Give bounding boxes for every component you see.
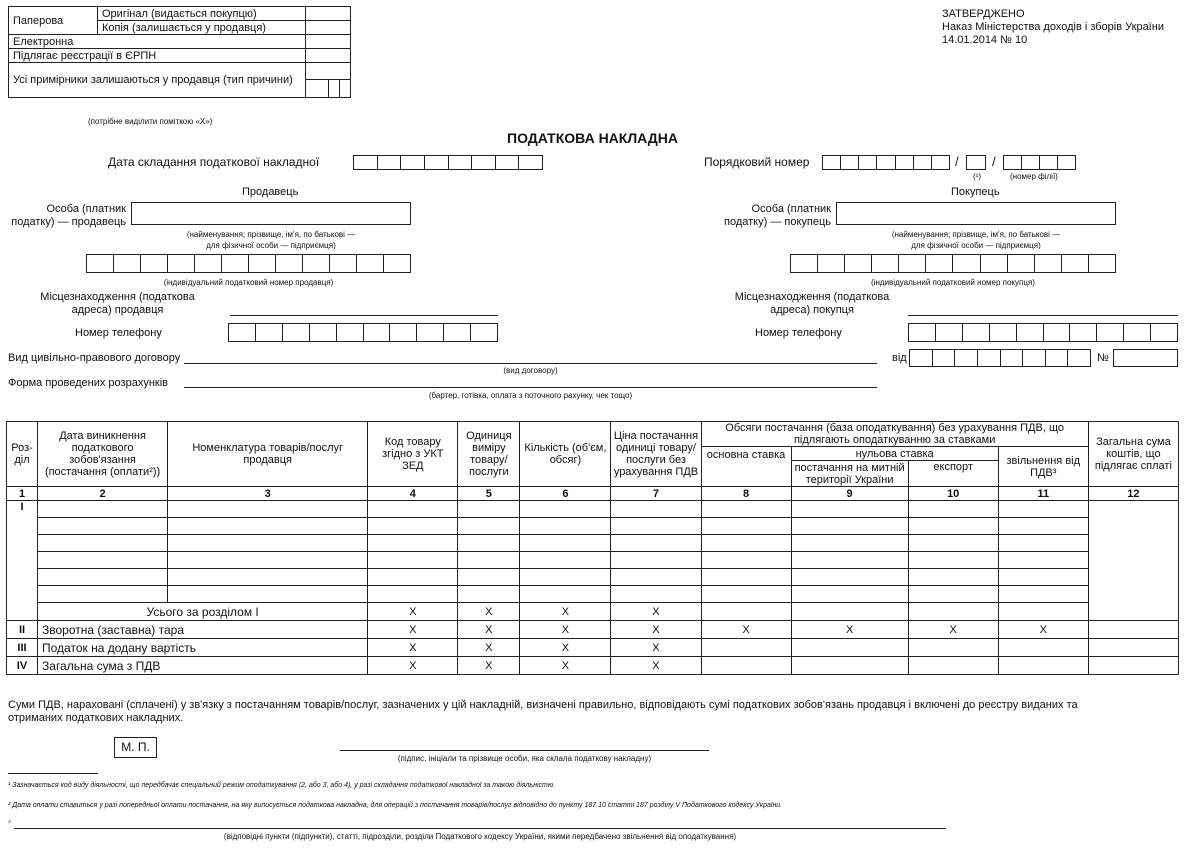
header-export: експорт	[908, 461, 998, 487]
contract-date-cells[interactable]	[909, 349, 1091, 367]
section-I-total-label: Усього за розділом I	[38, 603, 368, 621]
header-date: Дата виникнення податкового зобов'язання (постачання (оплати²))	[38, 422, 168, 487]
serial-label: Порядковий номер	[704, 155, 810, 169]
invoice-type-table	[8, 6, 351, 98]
buyer-name-note-line1: (найменування; прізвище, ім'я, по батькові —	[891, 230, 1061, 239]
serial-slash-1: /	[955, 154, 959, 169]
serial-slash-2: /	[992, 154, 996, 169]
section-IV-title: Загальна сума з ПДВ	[38, 657, 368, 675]
column-number: 12	[1088, 487, 1178, 501]
section-I-label: I	[7, 501, 38, 621]
table-row[interactable]	[7, 518, 1179, 535]
buyer-phone-label: Номер телефону	[755, 327, 842, 339]
seller-name-note	[131, 229, 411, 251]
type-all-copies: Усі примірники залишаються у продавця (тип причини)	[9, 63, 306, 98]
buyer-name-note	[836, 229, 1116, 251]
section-I-total-row[interactable]	[7, 603, 1179, 621]
section-IV-row[interactable]	[7, 657, 1179, 675]
buyer-address-line[interactable]	[908, 315, 1178, 316]
footnote-divider	[8, 773, 98, 774]
x-mark: X	[368, 639, 458, 657]
column-numbers-row	[7, 487, 1179, 501]
header-code: Код товару згідно з УКТ ЗЕД	[368, 422, 458, 487]
seller-name-note-line2: для фізичної особи — підприємця)	[206, 241, 336, 250]
column-number: 10	[908, 487, 998, 501]
table-row[interactable]	[7, 552, 1179, 569]
column-number: 6	[520, 487, 611, 501]
seller-address-line[interactable]	[230, 315, 498, 316]
buyer-ipn-cells[interactable]	[790, 254, 1116, 273]
type-electronic: Електронна	[9, 35, 306, 49]
column-number: 11	[998, 487, 1088, 501]
header-volume: Обсяги постачання (база оподаткування) без урахування ПДВ, що підлягають оподаткуванню за ставками	[701, 422, 1088, 447]
table-row[interactable]	[7, 501, 1179, 518]
footnote-2: ² Дата оплати ставиться у разі попередньої оплати постачання, на яку виписується податкова накладна, для операцій з постачання товарів/послуг відповідно до пункту 187.10 статті 187 розділу V Податкового кодексу України.	[8, 802, 783, 809]
column-number: 3	[168, 487, 368, 501]
seller-phone-label: Номер телефону	[75, 327, 162, 339]
reason-code-cells[interactable]	[328, 80, 350, 97]
seller-address-label: Місцезнаходження (податкова адреса) продавця	[40, 291, 195, 316]
buyer-ipn-note: (індивідуальний податковий номер покупця)	[871, 278, 1035, 287]
buyer-heading: Покупець	[951, 186, 1000, 198]
x-mark: X	[458, 603, 520, 621]
header-section: Роз-діл	[7, 422, 38, 487]
header-basic-rate: основна ставка	[701, 447, 791, 487]
x-mark: X	[520, 657, 611, 675]
x-mark: X	[611, 603, 701, 621]
type-register: Підлягає реєстрації в ЄРПН	[9, 49, 306, 63]
header-zero-rate: нульова ставка	[791, 447, 998, 461]
section-II-title: Зворотна (заставна) тара	[38, 621, 368, 639]
branch-number-cells[interactable]	[1003, 155, 1076, 170]
footnote-3-mark: ³	[8, 820, 11, 827]
date-label: Дата складання податкової накладної	[108, 155, 320, 169]
section-II-row[interactable]	[7, 621, 1179, 639]
serial-number-cells[interactable]	[822, 155, 950, 170]
header-price: Ціна постачання одиниці товару/ послуги без урахування ПДВ	[611, 422, 701, 487]
footnote-3-note: (відповідні пункти (підпункти), статті, підрозділи, розділи Податкового кодексу України, якими передбачено звільнення від оподаткування)	[223, 832, 737, 841]
serial-note-2: (номер філії)	[1010, 172, 1058, 181]
buyer-name-field[interactable]	[836, 202, 1116, 225]
seller-phone-cells[interactable]	[228, 323, 498, 342]
signature-note: (підпис, ініціали та прізвище особи, яка склала податкову накладну)	[397, 754, 652, 763]
goods-table	[6, 421, 1179, 675]
original-checkbox[interactable]	[306, 7, 351, 21]
contract-number-field[interactable]	[1113, 349, 1178, 367]
x-mark: X	[611, 639, 701, 657]
header-exempt: звільнення від ПДВ³	[998, 447, 1088, 487]
header-customs: постачання на митній території України	[791, 461, 908, 487]
x-mark: X	[520, 603, 611, 621]
approved-line3: 14.01.2014 № 10	[942, 34, 1028, 46]
section-III-title: Податок на додану вартість	[38, 639, 368, 657]
table-row[interactable]	[7, 569, 1179, 586]
contract-no-label: №	[1097, 352, 1109, 364]
x-mark: X	[998, 621, 1088, 639]
approved-block	[942, 8, 1164, 47]
register-checkbox[interactable]	[306, 49, 351, 63]
payment-label: Форма проведених розрахунків	[8, 377, 168, 389]
buyer-person-label: Особа (платник податку) — покупець	[724, 203, 831, 228]
footnote-3-line[interactable]	[14, 828, 946, 829]
x-mark: X	[520, 621, 611, 639]
buyer-name-note-line2: для фізичної особи — підприємця)	[911, 241, 1041, 250]
statement-text: Суми ПДВ, нараховані (сплачені) у зв'язку з постачанням товарів/послуг, зазначених у цій накладній, визначені правильно, відповідають сумі податкових зобов'язань продавця і включені до реєстру виданих та отриманих податкових накладних.	[8, 699, 1078, 724]
contract-from-label: від	[892, 352, 907, 364]
header-unit: Одиниця виміру товару/ послуги	[458, 422, 520, 487]
activity-code-cell[interactable]	[966, 155, 986, 170]
seller-heading: Продавець	[242, 186, 299, 198]
seller-ipn-cells[interactable]	[86, 254, 411, 273]
column-number: 7	[611, 487, 701, 501]
stamp-box: М. П.	[114, 737, 157, 758]
total-column-section-I[interactable]	[1088, 501, 1178, 621]
header-quantity: Кількість (об'єм, обсяг)	[520, 422, 611, 487]
serial-note-1: (¹)	[973, 172, 981, 181]
x-mark: X	[368, 603, 458, 621]
x-mark: X	[520, 639, 611, 657]
table-row[interactable]	[7, 535, 1179, 552]
column-number: 8	[701, 487, 791, 501]
seller-name-field[interactable]	[131, 202, 411, 225]
x-mark: X	[701, 621, 791, 639]
type-paper: Паперова	[9, 7, 98, 35]
column-number: 1	[7, 487, 38, 501]
footnote-1: ¹ Зазначається код виду діяльності, що передбачає спеціальний режим оподаткування (2, або 3, або 4), у разі складання податкової накладної за такою діяльністю.	[8, 782, 556, 789]
x-mark: X	[458, 639, 520, 657]
contract-note: (вид договору)	[503, 366, 558, 375]
payment-note: (бартер, готівка, оплата з поточного рахунку, чек тощо)	[428, 391, 633, 400]
x-mark: X	[458, 621, 520, 639]
x-mark: X	[368, 621, 458, 639]
buyer-address-label: Місцезнаходження (податкова адреса) покупця	[734, 291, 890, 316]
x-mark: X	[611, 621, 701, 639]
header-total: Загальна сума коштів, що підлягає сплаті	[1088, 422, 1178, 487]
seller-name-note-line1: (найменування; прізвище, ім'я, по батькові —	[186, 230, 356, 239]
type-copy: Копія (залишається у продавця)	[98, 21, 306, 35]
x-mark: X	[458, 657, 520, 675]
electronic-checkbox[interactable]	[306, 35, 351, 49]
payment-form-line[interactable]	[184, 387, 877, 388]
x-mark: X	[611, 657, 701, 675]
x-mark: X	[368, 657, 458, 675]
type-original: Оригінал (видається покупцю)	[98, 7, 306, 21]
section-III-label: III	[7, 639, 38, 657]
table-row[interactable]	[7, 586, 1179, 603]
seller-ipn-note: (індивідуальний податковий номер продавця)	[163, 278, 334, 287]
column-number: 4	[368, 487, 458, 501]
page-title: ПОДАТКОВА НАКЛАДНА	[507, 130, 678, 146]
section-IV-label: IV	[7, 657, 38, 675]
column-number: 5	[458, 487, 520, 501]
mark-note: (потрібне виділити поміткою «Х»)	[88, 117, 213, 126]
buyer-phone-cells[interactable]	[908, 323, 1178, 342]
copy-checkbox[interactable]	[306, 21, 351, 35]
x-mark: X	[791, 621, 908, 639]
column-number: 2	[38, 487, 168, 501]
date-input-cells[interactable]	[353, 155, 543, 170]
contract-label: Вид цивільно-правового договору	[8, 352, 181, 364]
approved-line1: ЗАТВЕРДЖЕНО	[942, 8, 1025, 20]
seller-person-label: Особа (платник податку) — продавець	[11, 203, 126, 228]
signature-line[interactable]	[340, 750, 709, 751]
contract-type-line[interactable]	[184, 363, 877, 364]
header-nomenclature: Номенклатура товарів/послуг продавця	[168, 422, 368, 487]
all-copies-checkbox[interactable]	[306, 63, 351, 80]
approved-line2: Наказ Міністерства доходів і зборів України	[942, 21, 1164, 33]
x-mark: X	[908, 621, 998, 639]
section-III-row[interactable]	[7, 639, 1179, 657]
section-II-label: II	[7, 621, 38, 639]
column-number: 9	[791, 487, 908, 501]
